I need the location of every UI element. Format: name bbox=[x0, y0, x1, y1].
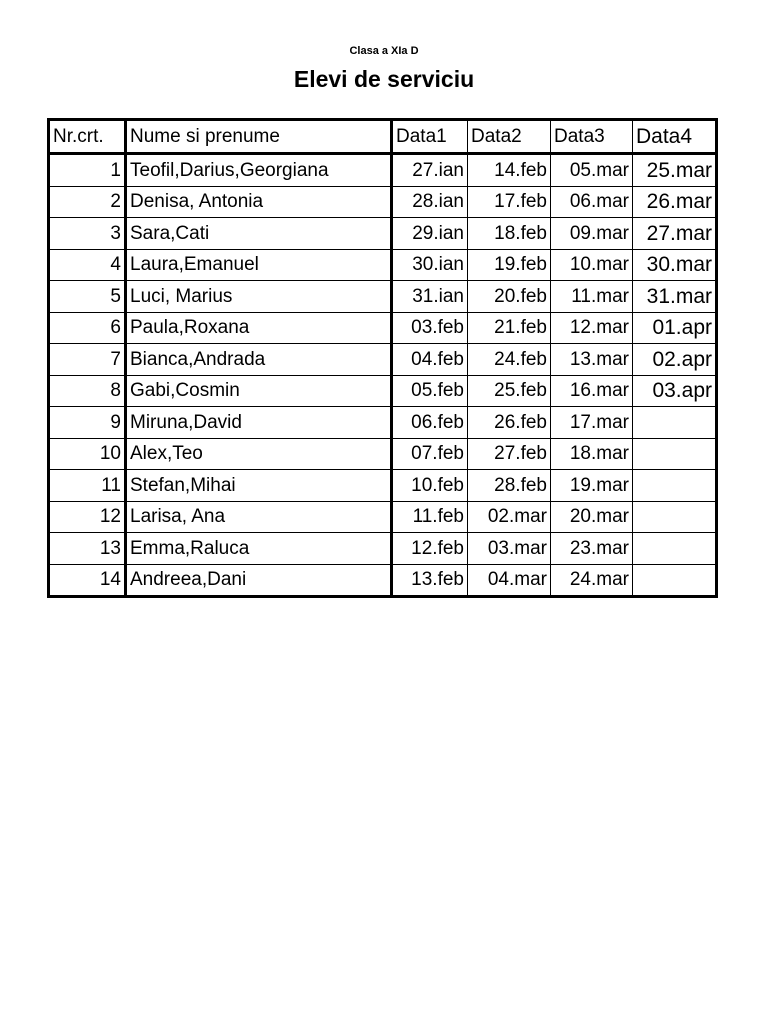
cell-data1: 31.ian bbox=[392, 281, 468, 313]
cell-data4: 26.mar bbox=[633, 186, 717, 218]
cell-name: Paula,Roxana bbox=[126, 312, 392, 344]
cell-name: Alex,Teo bbox=[126, 438, 392, 470]
cell-data4: 30.mar bbox=[633, 249, 717, 281]
cell-data4 bbox=[633, 407, 717, 439]
cell-data3: 18.mar bbox=[551, 438, 633, 470]
cell-name: Andreea,Dani bbox=[126, 564, 392, 597]
cell-nr: 14 bbox=[49, 564, 126, 597]
cell-data3: 10.mar bbox=[551, 249, 633, 281]
table-row bbox=[49, 375, 717, 407]
cell-nr: 1 bbox=[49, 154, 126, 187]
cell-name: Laura,Emanuel bbox=[126, 249, 392, 281]
cell-data1: 07.feb bbox=[392, 438, 468, 470]
cell-name: Denisa, Antonia bbox=[126, 186, 392, 218]
cell-data4 bbox=[633, 470, 717, 502]
cell-data1: 13.feb bbox=[392, 564, 468, 597]
cell-data2: 26.feb bbox=[468, 407, 551, 439]
header-nr: Nr.crt. bbox=[49, 120, 126, 154]
cell-data3: 17.mar bbox=[551, 407, 633, 439]
cell-nr: 2 bbox=[49, 186, 126, 218]
cell-data3: 12.mar bbox=[551, 312, 633, 344]
table-row bbox=[49, 533, 717, 565]
cell-data3: 06.mar bbox=[551, 186, 633, 218]
cell-name: Gabi,Cosmin bbox=[126, 375, 392, 407]
table-row bbox=[49, 154, 717, 187]
header-data4: Data4 bbox=[633, 120, 717, 154]
table-row bbox=[49, 281, 717, 313]
table-row bbox=[49, 344, 717, 376]
cell-data2: 19.feb bbox=[468, 249, 551, 281]
cell-data2: 04.mar bbox=[468, 564, 551, 597]
cell-data4 bbox=[633, 564, 717, 597]
cell-data3: 23.mar bbox=[551, 533, 633, 565]
header-data2: Data2 bbox=[468, 120, 551, 154]
cell-nr: 10 bbox=[49, 438, 126, 470]
cell-data2: 17.feb bbox=[468, 186, 551, 218]
cell-data3: 24.mar bbox=[551, 564, 633, 597]
cell-data4: 25.mar bbox=[633, 154, 717, 187]
table-row bbox=[49, 218, 717, 250]
cell-name: Miruna,David bbox=[126, 407, 392, 439]
cell-data1: 27.ian bbox=[392, 154, 468, 187]
cell-data3: 16.mar bbox=[551, 375, 633, 407]
cell-nr: 11 bbox=[49, 470, 126, 502]
cell-nr: 12 bbox=[49, 501, 126, 533]
cell-data1: 06.feb bbox=[392, 407, 468, 439]
cell-data1: 03.feb bbox=[392, 312, 468, 344]
cell-data1: 12.feb bbox=[392, 533, 468, 565]
table-header-row bbox=[49, 120, 717, 154]
cell-data2: 21.feb bbox=[468, 312, 551, 344]
cell-nr: 6 bbox=[49, 312, 126, 344]
page-title: Elevi de serviciu bbox=[293, 66, 475, 92]
cell-name: Teofil,Darius,Georgiana bbox=[126, 154, 392, 187]
cell-data1: 11.feb bbox=[392, 501, 468, 533]
cell-nr: 9 bbox=[49, 407, 126, 439]
cell-data4: 31.mar bbox=[633, 281, 717, 313]
cell-data3: 09.mar bbox=[551, 218, 633, 250]
table-row bbox=[49, 312, 717, 344]
cell-data1: 29.ian bbox=[392, 218, 468, 250]
table-row bbox=[49, 501, 717, 533]
header-name: Nume si prenume bbox=[126, 120, 392, 154]
cell-data4: 27.mar bbox=[633, 218, 717, 250]
cell-nr: 5 bbox=[49, 281, 126, 313]
cell-data3: 11.mar bbox=[551, 281, 633, 313]
cell-data1: 04.feb bbox=[392, 344, 468, 376]
duty-roster-table bbox=[47, 118, 718, 598]
cell-name: Larisa, Ana bbox=[126, 501, 392, 533]
cell-name: Stefan,Mihai bbox=[126, 470, 392, 502]
table-row bbox=[49, 249, 717, 281]
cell-name: Bianca,Andrada bbox=[126, 344, 392, 376]
cell-data3: 13.mar bbox=[551, 344, 633, 376]
table-row bbox=[49, 564, 717, 597]
cell-data1: 10.feb bbox=[392, 470, 468, 502]
cell-data3: 19.mar bbox=[551, 470, 633, 502]
cell-data2: 20.feb bbox=[468, 281, 551, 313]
cell-name: Luci, Marius bbox=[126, 281, 392, 313]
header-data3: Data3 bbox=[551, 120, 633, 154]
cell-data2: 02.mar bbox=[468, 501, 551, 533]
cell-nr: 13 bbox=[49, 533, 126, 565]
table-row bbox=[49, 438, 717, 470]
cell-data2: 27.feb bbox=[468, 438, 551, 470]
cell-data4: 02.apr bbox=[633, 344, 717, 376]
class-subtitle: Clasa a XIa D bbox=[349, 45, 419, 57]
cell-nr: 7 bbox=[49, 344, 126, 376]
table-row bbox=[49, 407, 717, 439]
cell-data4: 03.apr bbox=[633, 375, 717, 407]
cell-nr: 4 bbox=[49, 249, 126, 281]
cell-data2: 14.feb bbox=[468, 154, 551, 187]
cell-data4 bbox=[633, 501, 717, 533]
cell-data3: 05.mar bbox=[551, 154, 633, 187]
cell-name: Sara,Cati bbox=[126, 218, 392, 250]
cell-data2: 28.feb bbox=[468, 470, 551, 502]
cell-data3: 20.mar bbox=[551, 501, 633, 533]
table-body bbox=[49, 154, 717, 597]
table-row bbox=[49, 186, 717, 218]
cell-data2: 25.feb bbox=[468, 375, 551, 407]
cell-name: Emma,Raluca bbox=[126, 533, 392, 565]
table-row bbox=[49, 470, 717, 502]
cell-data2: 18.feb bbox=[468, 218, 551, 250]
cell-nr: 8 bbox=[49, 375, 126, 407]
cell-data2: 24.feb bbox=[468, 344, 551, 376]
cell-data1: 05.feb bbox=[392, 375, 468, 407]
cell-data4 bbox=[633, 533, 717, 565]
cell-data1: 30.ian bbox=[392, 249, 468, 281]
cell-nr: 3 bbox=[49, 218, 126, 250]
cell-data4: 01.apr bbox=[633, 312, 717, 344]
cell-data1: 28.ian bbox=[392, 186, 468, 218]
cell-data4 bbox=[633, 438, 717, 470]
header-data1: Data1 bbox=[392, 120, 468, 154]
cell-data2: 03.mar bbox=[468, 533, 551, 565]
